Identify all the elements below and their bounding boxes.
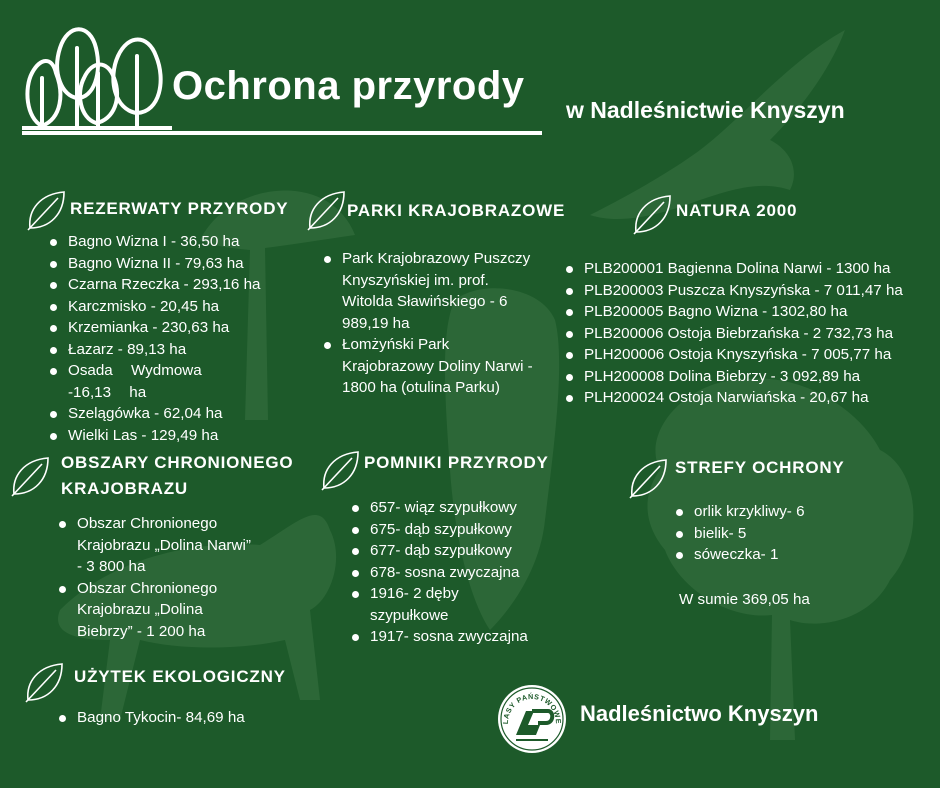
list-item: sóweczka- 1 <box>675 544 875 566</box>
trees-icon <box>22 18 172 130</box>
obszary-list <box>58 513 258 642</box>
list-item: PLH200008 Dolina Biebrzy - 3 092,89 ha <box>565 366 930 388</box>
organization-name: Nadleśnictwo Knyszyn <box>580 701 819 726</box>
section-title-pomniki: POMNIKI PRZYRODY <box>364 453 549 472</box>
list-item: bielik- 5 <box>675 523 875 545</box>
section-title-obszary <box>61 450 293 502</box>
list-item: Czarna Rzeczka - 293,16 ha <box>49 274 281 296</box>
section-title-line: KRAJOBRAZU <box>61 479 188 498</box>
page-subtitle: w Nadleśnictwie Knyszyn <box>566 97 845 123</box>
list-item: Osada Wydmowa -16,13 ha <box>49 360 253 403</box>
leaf-icon <box>630 192 674 236</box>
list-item: 678- sosna zwyczajna <box>351 562 551 584</box>
title-underline <box>22 131 542 135</box>
list-item: Szelągówka - 62,04 ha <box>49 403 281 425</box>
list-item: 1917- sosna zwyczajna <box>351 626 551 648</box>
list-item: Karczmisko - 20,45 ha <box>49 296 281 318</box>
list-item: 657- wiąz szypułkowy <box>351 497 551 519</box>
strefy-list <box>675 501 875 566</box>
list-item: Bagno Wizna II - 79,63 ha <box>49 253 281 275</box>
list-item: 677- dąb szypułkowy <box>351 540 551 562</box>
list-item: Krzemianka - 230,63 ha <box>49 317 281 339</box>
list-item: Łomżyński Park Krajobrazowy Doliny Narwi - 1800 ha (otulina Parku) <box>323 334 543 399</box>
leaf-icon <box>8 454 52 498</box>
page-title: Ochrona przyrody <box>172 64 525 108</box>
list-item: PLH200024 Ostoja Narwiańska - 20,67 ha <box>565 387 930 409</box>
list-item: 1916- 2 dęby szypułkowe <box>351 583 475 626</box>
section-title-line: OBSZARY CHRONIONEGO <box>61 453 294 472</box>
list-item: PLH200006 Ostoja Knyszyńska - 7 005,77 ha <box>565 344 930 366</box>
list-item: Obszar Chronionego Krajobrazu „Dolina Narwi” - 3 800 ha <box>58 513 258 578</box>
list-item: PLB200003 Puszcza Knyszyńska - 7 011,47 ha <box>565 280 930 302</box>
list-item: Wielki Las - 129,49 ha <box>49 425 281 447</box>
list-item: Bagno Tykocin- 84,69 ha <box>58 707 288 729</box>
lasy-panstwowe-logo <box>496 683 568 755</box>
hawk-silhouette <box>590 30 845 219</box>
list-item: 675- dąb szypułkowy <box>351 519 551 541</box>
leaf-icon <box>24 188 68 232</box>
section-title-strefy: STREFY OCHRONY <box>675 458 845 477</box>
leaf-icon <box>318 448 362 492</box>
leaf-icon <box>626 456 670 500</box>
logo-text: LASY PAŃSTWOWE <box>500 691 564 725</box>
list-item: Łazarz - 89,13 ha <box>49 339 281 361</box>
section-title-rezerwaty: REZERWATY PRZYRODY <box>70 199 289 218</box>
section-title-natura: NATURA 2000 <box>676 201 798 220</box>
list-item: Obszar Chronionego Krajobrazu „Dolina Biebrzy” - 1 200 ha <box>58 578 258 643</box>
uzytek-list <box>58 707 288 729</box>
list-item: orlik krzykliwy- 6 <box>675 501 875 523</box>
list-item: PLB200005 Bagno Wizna - 1302,80 ha <box>565 301 930 323</box>
rezerwaty-list <box>49 231 281 446</box>
strefy-total: W sumie 369,05 ha <box>679 591 810 608</box>
section-title-uzytek: UŻYTEK EKOLOGICZNY <box>74 667 286 686</box>
leaf-icon <box>304 188 348 232</box>
section-title-parki: PARKI KRAJOBRAZOWE <box>347 201 566 220</box>
list-item: PLB200001 Bagienna Dolina Narwi - 1300 ha <box>565 258 930 280</box>
pomniki-list <box>351 497 551 648</box>
leaf-icon <box>22 660 66 704</box>
list-item: PLB200006 Ostoja Biebrzańska - 2 732,73 ha <box>565 323 930 345</box>
list-item: Bagno Wizna I - 36,50 ha <box>49 231 281 253</box>
natura-list <box>565 258 930 409</box>
parki-list <box>323 248 543 399</box>
list-item: Park Krajobrazowy Puszczy Knyszyńskiej im. prof. Witolda Sławińskiego - 6 989,19 ha <box>323 248 543 334</box>
